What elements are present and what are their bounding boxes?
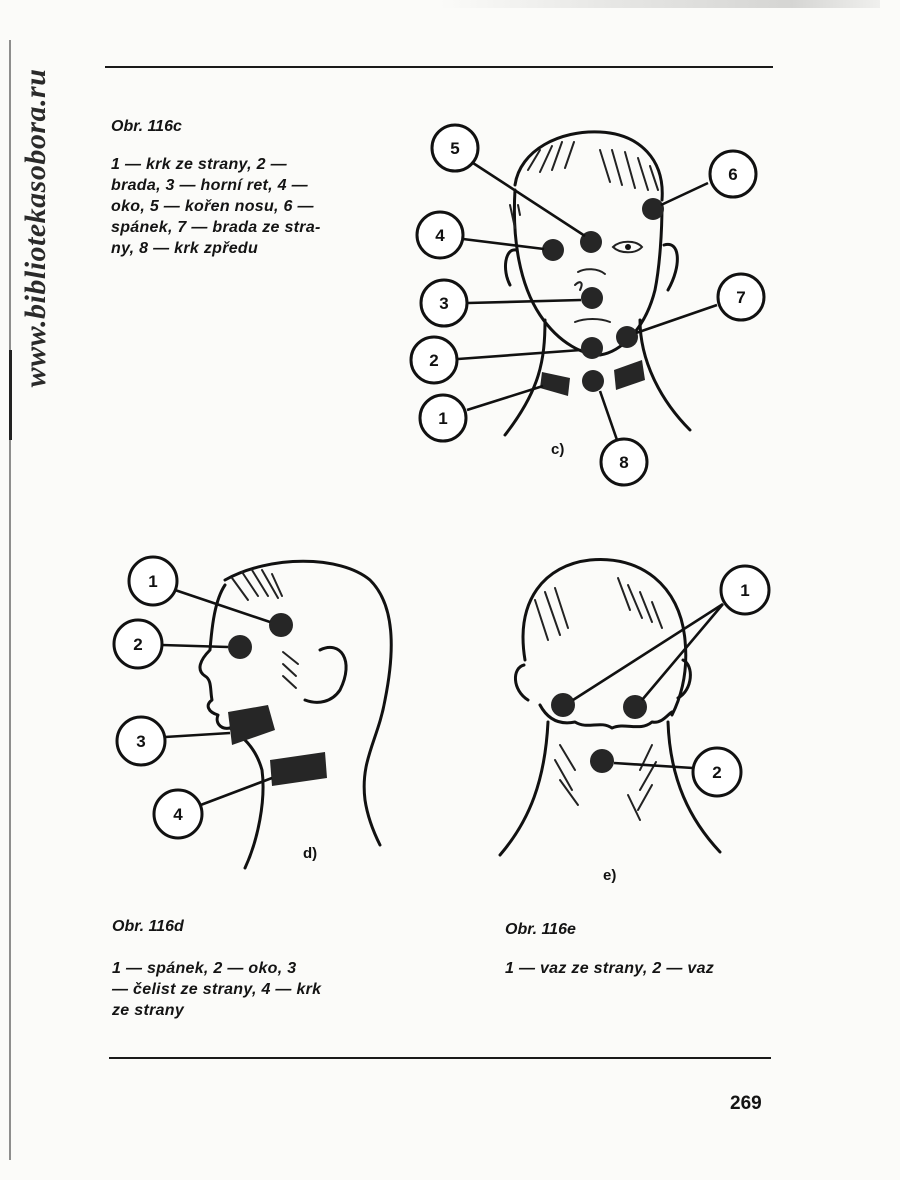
callout-label: 2: [712, 763, 722, 782]
callout-label: 3: [439, 294, 449, 313]
callout-c-3: [421, 280, 467, 326]
figure-c-sublabel: c): [551, 441, 565, 458]
caption-line: 1 — krk ze strany, 2 —: [111, 156, 287, 173]
figure-e-caption: [505, 958, 714, 979]
figure-c-drawing: [458, 132, 717, 440]
figure-e-sublabel: e): [603, 867, 617, 884]
callout-c-5: [432, 125, 478, 171]
figure-c-title: Obr. 116c: [111, 118, 182, 135]
figure-d-title: Obr. 116d: [112, 918, 184, 935]
point-chin-side: [616, 326, 638, 348]
caption-line: brada, 3 — horní ret, 4 —: [111, 177, 308, 194]
figure-e-title: Obr. 116e: [505, 921, 576, 938]
callout-e-1: [721, 566, 769, 614]
callout-label: 4: [173, 805, 183, 824]
point-temple: [269, 613, 293, 637]
caption-line: spánek, 7 — brada ze stra-: [111, 219, 321, 236]
callout-c-1: [420, 395, 466, 441]
callout-label: 3: [136, 732, 146, 751]
callout-c-2: [411, 337, 457, 383]
caption-line: 1 — spánek, 2 — oko, 3: [112, 960, 297, 977]
callout-c-7: [718, 274, 764, 320]
point-neck-front: [582, 370, 604, 392]
callout-label: 1: [740, 581, 750, 600]
figure-d-callouts: [114, 557, 202, 838]
callout-label: 2: [133, 635, 143, 654]
callout-c-8: [601, 439, 647, 485]
bottom-rule: [109, 1057, 771, 1059]
callout-label: 1: [148, 572, 158, 591]
caption-line: oko, 5 — kořen nosu, 6 —: [111, 198, 314, 215]
point-eye: [228, 635, 252, 659]
caption-line: — čelist ze strany, 4 — krk: [112, 981, 322, 998]
callout-d-3: [117, 717, 165, 765]
point-eye: [542, 239, 564, 261]
caption-line: ze strany: [112, 1002, 185, 1019]
point-upper-lip: [581, 287, 603, 309]
callout-e-2: [693, 748, 741, 796]
caption-line: ny, 8 — krk zpředu: [111, 240, 259, 257]
callout-label: 8: [619, 453, 629, 472]
caption-line: 1 — vaz ze strany, 2 — vaz: [505, 960, 715, 977]
point-chin: [581, 337, 603, 359]
figure-e-drawing: [500, 559, 723, 855]
callout-label: 2: [429, 351, 439, 370]
point-nape-side: [551, 693, 575, 717]
figure-d-sublabel: d): [303, 845, 318, 862]
callout-d-1: [129, 557, 177, 605]
watermark: www.bibliotekasobora.ru: [19, 68, 52, 388]
callout-label: 4: [435, 226, 445, 245]
point-nape: [590, 749, 614, 773]
point-temple: [642, 198, 664, 220]
callout-label: 6: [728, 165, 738, 184]
callout-c-6: [710, 151, 756, 197]
figure-e-callouts: [693, 566, 769, 796]
callout-label: 1: [438, 409, 448, 428]
callout-d-4: [154, 790, 202, 838]
callout-label: 5: [450, 139, 460, 158]
callout-label: 7: [736, 288, 746, 307]
page-number: 269: [730, 1093, 762, 1114]
callout-c-4: [417, 212, 463, 258]
figure-d-caption: [112, 958, 321, 1021]
callout-d-2: [114, 620, 162, 668]
